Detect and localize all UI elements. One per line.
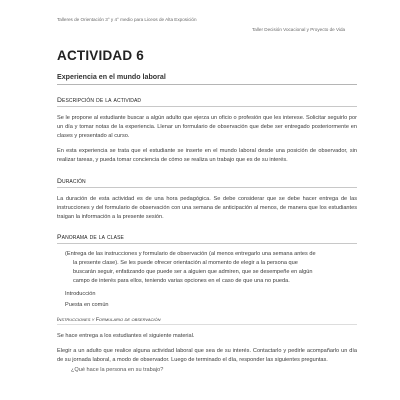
instructions-paragraph-2: Elegir a un adulto que realice alguna actividad laboral que sea de su interés. Contactarlo y pedirle acompañarlo un día de su jornada laboral, a modo de observador. Luego de terminado el día, responder las siguientes preguntas. (57, 348, 357, 364)
panorama-item-introduction: Introducción (65, 290, 96, 297)
document-content (57, 46, 357, 373)
description-paragraph-1: Se le propone al estudiante buscar a algún adulto que ejerza un oficio o profesión que les interese. Solicitar seguirlo por un día y tomar notas de la experiencia. Llenar un formulario de observación que debe ser entregado posteriormente en clases y presentado al curso. (57, 115, 357, 139)
page-title: ACTIVIDAD 6 (57, 48, 144, 63)
instructions-paragraph-1: Se hace entrega a los estudiantes el siguiente material. (57, 332, 195, 339)
panorama-line-4: campo de interés para ellos, teniendo varias opciones en el caso de que una no pueda. (73, 277, 290, 284)
description-paragraph-2: En esta experiencia se trata que el estudiante se inserte en el mundo laboral desde una posición de observador, sin realizar tareas, y pueda tomar conciencia de cómo se realiza un trabajo que es de su interés. (57, 148, 357, 164)
section-heading-panorama: Panorama de la clase (57, 234, 357, 244)
section-heading-duration: Duración (57, 178, 357, 188)
panorama-item-puesta-en-comun: Puesta en común (65, 301, 109, 308)
section-heading-description: Descripción de la actividad (57, 97, 357, 107)
panorama-line-2: la presente clase). Se les puede ofrecer orientación al momento de elegir a la persona que (73, 260, 298, 267)
panorama-block (65, 250, 357, 285)
duration-paragraph: La duración de esta actividad es de una hora pedagógica. Se debe considerar que se debe hacer entrega de las instrucciones y del formulario de observación con una semana de anticipación al menos, de manera que los estudiantes traigan la información a la presente sesión. (57, 195, 357, 220)
header-left: Talleres de Orientación 3° y 4° medio para Liceos de Alta Exposición (57, 17, 197, 22)
subsection-heading-instructions: Instrucciones y Formulario de observación (57, 317, 357, 325)
question-1: ¿Qué hace la persona en su trabajo? (71, 366, 164, 373)
panorama-line-1: (Entrega de las instrucciones y formulario de observación (al menos entregarlo una semana antes de (65, 251, 316, 258)
panorama-line-3: buscarán seguir, enfatizando que puede ser a alguien que admiren, que se desempeñe en algún (73, 268, 313, 275)
header-right: Taller Decisión Vocacional y Proyecto de Vida (252, 27, 346, 32)
page-subtitle: Experiencia en el mundo laboral (57, 73, 357, 85)
